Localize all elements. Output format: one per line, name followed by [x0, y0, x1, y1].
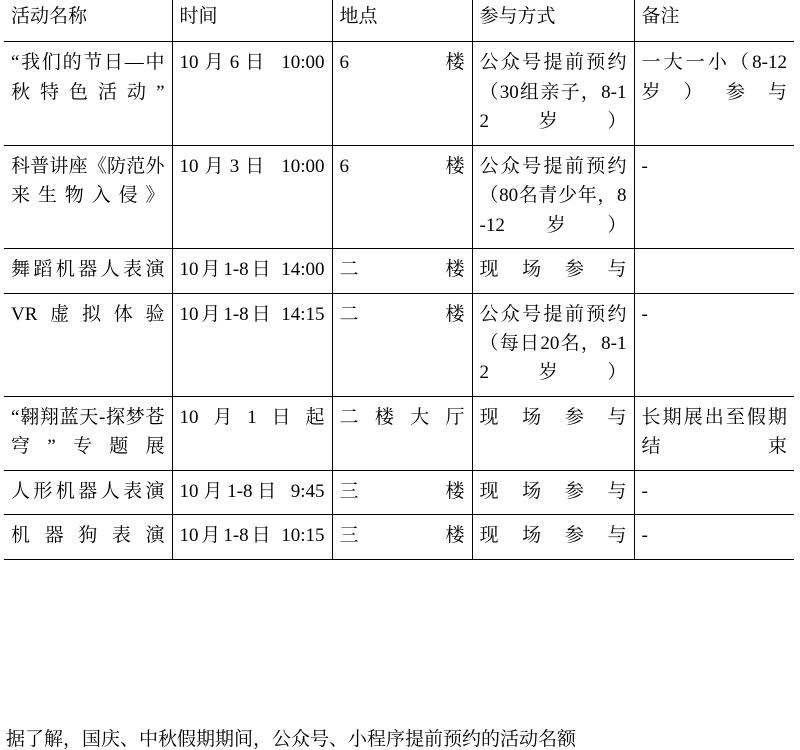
cell-activity-mode: 公众号提前预约（80名青少年，8-12岁） — [472, 145, 634, 248]
table-row — [4, 470, 794, 514]
cell-activity-notes: 长期展出至假期结束 — [634, 396, 794, 470]
cell-activity-notes — [634, 249, 794, 293]
cell-activity-name: 人形机器人表演 — [4, 470, 172, 514]
table-header-row — [4, 0, 794, 42]
column-header-notes: 备注 — [634, 0, 794, 42]
cell-activity-name: 科普讲座《防范外来生物入侵》 — [4, 145, 172, 248]
table-row — [4, 293, 794, 396]
cell-activity-mode: 公众号提前预约（每日20名，8-12岁） — [472, 293, 634, 396]
cell-activity-mode: 现场参与 — [472, 470, 634, 514]
cell-activity-venue: 二楼 — [332, 249, 472, 293]
cell-activity-notes: - — [634, 470, 794, 514]
cell-activity-mode: 公众号提前预约（30组亲子，8-12岁） — [472, 42, 634, 145]
cell-activity-venue: 二楼 — [332, 293, 472, 396]
column-header-time: 时间 — [172, 0, 332, 42]
activity-schedule-table — [4, 0, 794, 560]
cell-activity-time: 10月1-8日 14:00 — [172, 249, 332, 293]
cell-activity-venue: 6楼 — [332, 145, 472, 248]
column-header-name: 活动名称 — [4, 0, 172, 42]
cell-activity-name: 机器狗表演 — [4, 515, 172, 559]
cell-activity-mode: 现场参与 — [472, 515, 634, 559]
cell-activity-mode: 现场参与 — [472, 396, 634, 470]
cell-activity-notes: - — [634, 293, 794, 396]
table-row — [4, 145, 794, 248]
cell-activity-name: VR虚拟体验 — [4, 293, 172, 396]
cell-activity-notes: - — [634, 515, 794, 559]
cell-activity-time: 10月1日起 — [172, 396, 332, 470]
cell-activity-name: 舞蹈机器人表演 — [4, 249, 172, 293]
cell-activity-venue: 6楼 — [332, 42, 472, 145]
table-row — [4, 515, 794, 559]
table-row — [4, 42, 794, 145]
cell-activity-time: 10月1-8日 10:15 — [172, 515, 332, 559]
cell-activity-venue: 三楼 — [332, 515, 472, 559]
cell-activity-venue: 三楼 — [332, 470, 472, 514]
cell-activity-name: “我们的节日—中秋特色活动” — [4, 42, 172, 145]
column-header-mode: 参与方式 — [472, 0, 634, 42]
cell-activity-name: “翱翔蓝天-探梦苍穹”专题展 — [4, 396, 172, 470]
cell-activity-mode: 现场参与 — [472, 249, 634, 293]
cell-activity-time: 10月6日 10:00 — [172, 42, 332, 145]
cell-activity-notes: - — [634, 145, 794, 248]
cell-activity-notes: 一大一小（8-12岁）参与 — [634, 42, 794, 145]
cell-activity-time: 10月3日 10:00 — [172, 145, 332, 248]
table-row — [4, 249, 794, 293]
column-header-venue: 地点 — [332, 0, 472, 42]
cell-activity-time: 10月1-8日 9:45 — [172, 470, 332, 514]
footer-paragraph: 据了解，国庆、中秋假期期间，公众号、小程序提前预约的活动名额 — [6, 729, 577, 750]
cell-activity-venue: 二楼大厅 — [332, 396, 472, 470]
cell-activity-time: 10月1-8日 14:15 — [172, 293, 332, 396]
table-row — [4, 396, 794, 470]
